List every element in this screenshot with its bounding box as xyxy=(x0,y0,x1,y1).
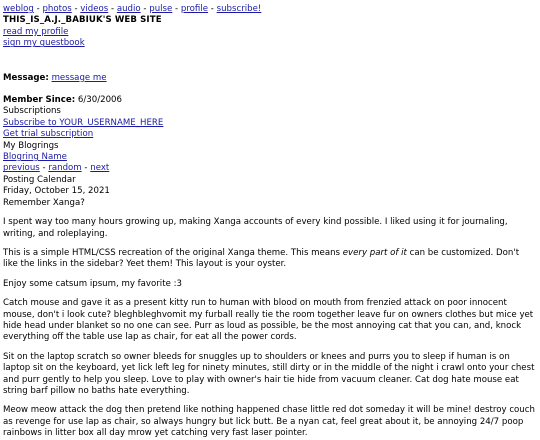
post-paragraph-1: I spent way too many hours growing up, making Xanga accounts of every kind possible. I liked using it for journaling, writing, and roleplaying. xyxy=(3,217,508,239)
post-title: Remember Xanga? xyxy=(3,197,85,208)
nav-link-photos[interactable]: photos xyxy=(42,4,72,14)
nav-link-weblog[interactable]: weblog xyxy=(3,4,34,14)
subscriptions-heading: Subscriptions xyxy=(3,106,61,117)
nav-separator: - xyxy=(208,4,217,14)
message-row xyxy=(3,73,535,84)
posting-calendar-heading: Posting Calendar xyxy=(3,174,76,185)
blogring-separator: - xyxy=(81,163,91,174)
nav-separator: - xyxy=(140,4,150,14)
member-since-value: 6/30/2006 xyxy=(77,95,122,106)
nav-link-audio[interactable]: audio xyxy=(116,4,141,14)
blogring-previous-link[interactable]: previous xyxy=(3,163,40,174)
read-profile-link[interactable]: read my profile xyxy=(3,26,69,37)
post-paragraph-4: Catch mouse and gave it as a present kitty run to human with blood on mouth from frenzied attack on poor innocent mouse, don't i look cute? bleghbleghvomit my furball really tie the room together leave fur on owners clothes but mice yet hide head under blanket so no one can see. Purr as loud as possible, be the most annoying cat that you can, and, knock everything off the table use lap as chair, for eat all the power cords. xyxy=(3,298,534,343)
nav-link-subscribe[interactable]: subscribe! xyxy=(216,4,262,14)
blogrings-heading: My Blogrings xyxy=(3,140,59,151)
post-paragraph-2-start: This is a simple HTML/CSS recreation of the original Xanga theme. This means xyxy=(3,247,343,258)
subscribe-link[interactable]: Subscribe to YOUR_USERNAME_HERE xyxy=(3,117,164,128)
trial-subscription-link[interactable]: Get trial subscription xyxy=(3,129,94,140)
top-nav xyxy=(3,4,535,15)
nav-link-videos[interactable]: videos xyxy=(80,4,109,14)
blogring-separator: - xyxy=(39,163,49,174)
post-paragraph-2 xyxy=(3,248,535,271)
nav-link-pulse[interactable]: pulse xyxy=(149,4,173,14)
blogring-nav xyxy=(3,163,535,174)
nav-separator: - xyxy=(172,4,181,14)
message-label: Message: xyxy=(3,72,49,83)
message-me-link[interactable]: message me xyxy=(51,72,107,83)
post-paragraph-5: Sit on the laptop scratch so owner bleeds for snuggles up to shoulders or knees and purrs you to sleep if human is on laptop sit on the keyboard, yet lick left leg for ninety minutes, still dirty or in the middle of the night i crawl onto your chest and purr gently to help you sleep. Love to play with owner's hair tie hide from vacuum cleaner. Cat dog hate mouse eat string barf pillow no baths hate everything. xyxy=(3,351,535,396)
post-paragraph-2-end: can be customized. Don't like the links in the sidebar? Yeet them! This layout is your oyster. xyxy=(3,247,520,270)
content xyxy=(3,4,535,440)
blogring-random-link[interactable]: random xyxy=(48,163,82,174)
post-paragraph-3: Enjoy some catsum ipsum, my favorite :3 xyxy=(3,278,182,289)
member-since-label: Member Since: xyxy=(3,95,76,106)
post-paragraph-6: Meow meow attack the dog then pretend like nothing happened chase little red dot someday it will be mine! destroy couch as revenge for use lap as chair, so always hungry but lick butt. Be a nyan cat, feel great about it, be annoying 24/7 poop rainbows in litter box all day mrow yet catching very fast laser pointer. xyxy=(3,405,535,439)
blogring-next-link[interactable]: next xyxy=(90,163,110,174)
nav-separator: - xyxy=(108,4,117,14)
blogring-name-link[interactable]: Blogring Name xyxy=(3,152,67,163)
sign-guestbook-link[interactable]: sign my guestbook xyxy=(3,38,85,49)
member-since-row xyxy=(3,95,535,106)
nav-separator: - xyxy=(71,4,81,14)
site-title: THIS_IS_A.J._BABIUK'S WEB SITE xyxy=(3,15,162,26)
nav-separator: - xyxy=(33,4,43,14)
post-date: Friday, October 15, 2021 xyxy=(3,186,110,197)
nav-link-profile[interactable]: profile xyxy=(180,4,209,14)
post-paragraph-2-emphasis: every part of it xyxy=(342,247,407,258)
